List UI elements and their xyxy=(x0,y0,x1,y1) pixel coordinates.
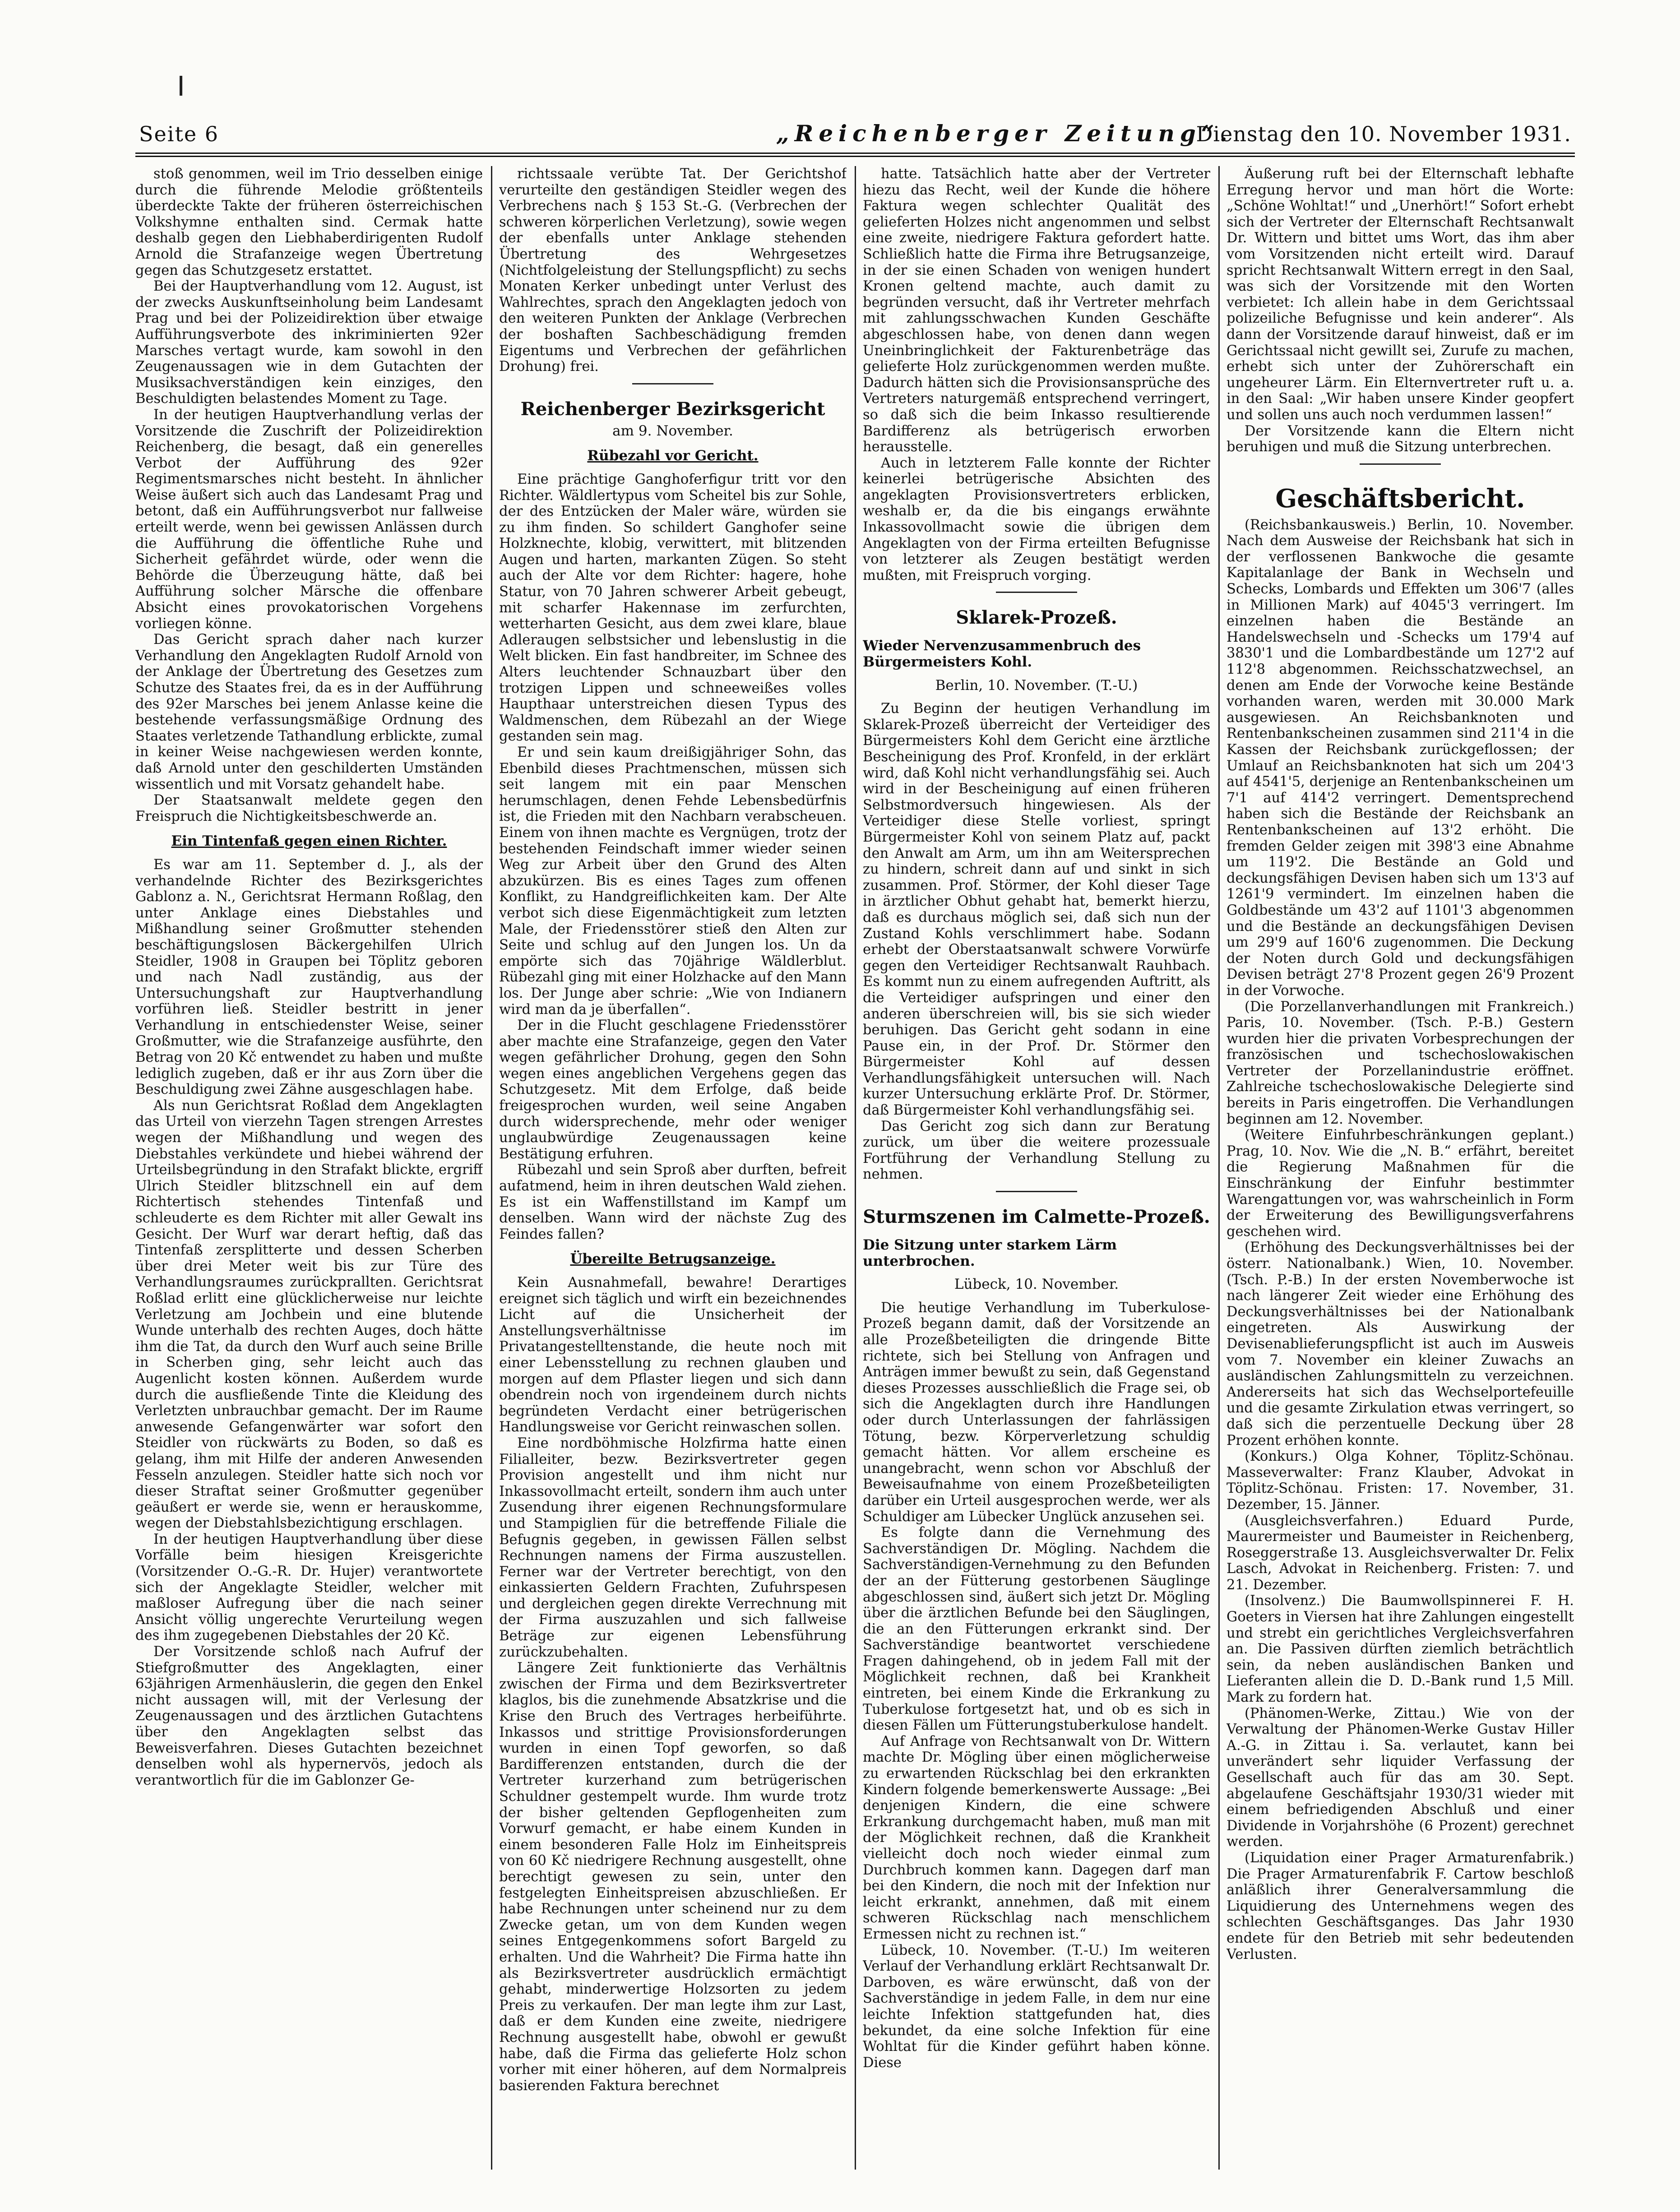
section-heading-calmette: Sturmszenen im Calmette-Prozeß. xyxy=(863,1206,1210,1228)
news-item: (Ausgleichsverfahren.) Eduard Purde, Maurermeister und Baumeister in Reichenberg, Roseggerstraße 13. Ausgleichsverwalter Dr. Felix Lasch, Advokat in Reichenberg. Fristen: 7. und 21. Dezember. xyxy=(1226,1513,1574,1593)
news-item: (Erhöhung des Deckungsverhältnisses bei der österr. Nationalbank.) Wien, 10. November. (Tsch. P.-B.) In der ersten Novemberwoche ist nach längerer Zeit wieder eine Erhöhung des Deckungsverhältnisses bei der Nationalbank eingetreten. Als Auswirkung der Devisenablieferungspflicht ist auch im Ausweis vom 7. November ein kleiner Zuwachs an ausländischen Zahlungsmitteln zu verzeichnen. Andererseits hat sich das Wechselportefeuille und die gesamte Zirkulation etwas verringert, so daß sich die perzentuelle Deckung über 28 Prozent erhöhen konnte. xyxy=(1226,1240,1574,1448)
news-item: (Liquidation einer Prager Armaturenfabrik.) Die Prager Armaturenfabrik F. Cartow beschloß anläßlich ihrer Generalversammlung die Liquidierung des Unternehmens wegen des schlechten Geschäftsganges. Das Jahr 1930 endete für den Betrieb mit sehr bedeutenden Verlusten. xyxy=(1226,1850,1574,1962)
news-item: (Reichsbankausweis.) Berlin, 10. November. Nach dem Ausweise der Reichsbank hat sich in der verflossenen Bankwoche die gesamte Kapitalanlage der Bank in Wechseln und Schecks, Lombards und Effekten um 306'7 (alles in Millionen Mark) auf 4045'3 verringert. Im einzelnen haben die Bestände an Handelswechseln und -Schecks um 179'4 auf 3830'1 und die Lombardbestände um 127'2 auf 112'8 abgenommen. Reichsschatzwechsel, an denen am Ende der Vorwoche keine Bestände vorhanden waren, werden mit 30.000 Mark ausgewiesen. An Reichsbanknoten und Rentenbankscheinen zusammen sind 211'4 in die Kassen der Reichsbank zurückgeflossen; der Umlauf an Reichsbanknoten hat sich um 204'3 auf 4541'5, derjenige an Rentenbankscheinen um 7'1 auf 414'2 verringert. Dementsprechend haben sich die Bestände der Reichsbank an Rentenbankscheinen auf 13'2 erhöht. Die fremden Gelder zeigen mit 398'3 eine Abnahme um 119'2. Die Bestände an Gold und deckungsfähigen Devisen haben sich um 13'3 auf 1261'9 vermindert. Im einzelnen haben die Goldbestände um 43'2 auf 1101'3 abgenommen und die Bestände an deckungsfähigen Devisen um 29'9 auf 160'6 zugenommen. Die Deckung der Noten durch Gold und deckungsfähigen Devisen beträgt 27'8 Prozent gegen 26'9 Prozent in der Vorwoche. xyxy=(1226,517,1574,999)
article-paragraph: Der in die Flucht geschlagene Friedensstörer aber machte eine Strafanzeige, gegen den Vater wegen gefährlicher Drohung, gegen den Sohn wegen eines angeblichen Vergehens gegen das Schutzgesetz. Mit dem Erfolge, daß beide freigesprochen wurden, weil seine Angaben durch widersprechende, mehr oder weniger unglaubwürdige Zeugenaussagen keine Bestätigung erfuhren. xyxy=(499,1018,847,1162)
article-paragraph: Der Vorsitzende kann die Eltern nicht beruhigen und muß die Sitzung unterbrechen. xyxy=(1226,423,1574,455)
article-paragraph: Eine nordböhmische Holzfirma hatte einen Filialleiter, bezw. Bezirksvertreter gegen Provision angestellt und ihm nicht nur Inkassovollmacht erteilt, sondern ihm auch unter Zusendung ihrer eigenen Rechnungsformulare und Stampiglien für die betreffende Filiale die Befugnis gegeben, in gewissen Fällen selbst Rechnungen namens der Firma auszustellen. Ferner war der Vertreter berechtigt, von den einkassierten Geldern Frachten, Zufuhrspesen und dergleichen gegen direkte Verrechnung mit der Firma auszuzahlen und sich fallweise Beträge zur eigenen Lebensführung zurückzubehalten. xyxy=(499,1435,847,1660)
news-item: (Insolvenz.) Die Baumwollspinnerei F. H. Goeters in Viersen hat ihre Zahlungen eingestellt und strebt ein gerichtliches Vergleichsverfahren an. Die Passiven dürften ziemlich beträchtlich sein, da neben ausländischen Banken und Lieferanten allein die D. D.-Bank rund 1,5 Mill. Mark zu fordern hat. xyxy=(1226,1593,1574,1706)
section-heading-sklarek: Sklarek-Prozeß. xyxy=(956,607,1117,629)
article-paragraph: Die heutige Verhandlung im Tuberkulose-Prozeß begann damit, daß der Vorsitzende an alle Prozeßbeteiligten die dringende Bitte richtete, sich bei Stellung von Anfragen und Anträgen immer bewußt zu sein, daß Gegenstand dieses Prozesses ausschließlich die Frage sei, ob sich die Angeklagten durch ihre Handlungen oder durch Unterlassungen der fahrlässigen Tötung, bezw. Körperverletzung schuldig gemacht hätten. Vor allem erscheine es unangebracht, wenn schon vor Abschluß der Beweisaufnahme von einem Prozeßbeteiligten darüber ein Urteil ausgesprochen werde, wer als Schuldiger am Lübecker Unglück anzusehen sei. xyxy=(863,1300,1210,1525)
issue-date: Dienstag den 10. November 1931. xyxy=(1196,122,1571,146)
binding-mark xyxy=(180,76,182,96)
article-paragraph: Rübezahl und sein Sproß aber durften, befreit aufatmend, heim in ihren deutschen Wald ziehen. Es ist ein Waffenstillstand im Kampf um denselben. Wann wird der nächste Zug des Feindes fallen? xyxy=(499,1162,847,1242)
article-paragraph: Zu Beginn der heutigen Verhandlung im Sklarek-Prozeß überreicht der Verteidiger des Bürgermeisters Kohl dem Gericht eine ärztliche Bescheinigung des Prof. Kronfeld, in der erklärt wird, daß Kohl nicht verhandlungsfähig sei. Auch wird in der Bescheinigung auf einen früheren Selbstmordversuch hingewiesen. Als der Verteidiger diese Stelle vorliest, springt Bürgermeister Kohl von seinem Platz auf, packt den Anwalt am Arm, um ihn am Weitersprechen zu hindern, schreit dann auf und sinkt in sich zusammen. Prof. Störmer, der Kohl dieser Tage in ärztlicher Obhut gehabt hat, bemerkt hierzu, daß es durchaus möglich sei, daß sich nun der Zustand Kohls verschlimmert habe. Sodann erhebt der Oberstaatsanwalt schwere Vorwürfe gegen den Verteidiger Rechtsanwalt Rauhbach. Es kommt nun zu einem aufregenden Auftritt, als die Verteidiger aufspringen und einer den anderen überschreien will, bis sie sich wieder beruhigen. Das Gericht geht sodann in eine Pause ein, in der Prof. Dr. Störmer den Bürgermeister Kohl auf dessen Verhandlungsfähigkeit untersuchen will. Nach kurzer Untersuchung erklärte Prof. Dr. Störmer, daß Bürgermeister Kohl verhandlungsfähig sei. xyxy=(863,701,1210,1119)
article-paragraph: Auf Anfrage von Rechtsanwalt von Dr. Wittern machte Dr. Mögling über einen möglicherweise zu erwartenden Rückschlag bei den erkrankten Kindern folgende bemerkenswerte Aussage: „Bei denjenigen Kindern, die eine schwere Erkrankung durchgemacht haben, muß man mit der Möglichkeit rechnen, daß die Krankheit vielleicht doch noch wieder einmal zum Durchbruch kommen kann. Dagegen darf man bei den Kindern, die noch mit der Infektion nur leicht erkrankt, annehmen, daß mit einem schweren Rückschlag nach menschlichem Ermessen nicht zu rechnen ist.“ xyxy=(863,1733,1210,1942)
dateline: Lübeck, 10. November. xyxy=(954,1276,1119,1293)
article-paragraph: Das Gericht sprach daher nach kurzer Verhandlung den Angeklagten Rudolf Arnold von der Anklage der Übertretung des Gesetzes zum Schutze des Staates frei, da es in der Aufführung des 92er Marsches bei jenem Anlasse keine die bestehende verfassungsmäßige Ordnung des Staates verletzende Tathandlung erblickte, zumal in keiner Weise nachgewiesen werden konnte, daß Arnold unter den geschilderten Umständen wissentlich und mit Vorsatz gehandelt habe. xyxy=(135,632,483,792)
newspaper-title: „Reichenberger Zeitung“. xyxy=(776,120,1233,147)
article-paragraph: Längere Zeit funktionierte das Verhältnis zwischen der Firma und dem Bezirksvertreter klaglos, bis die zunehmende Absatzkrise und die Krise den Bruch des Vertrages herbeiführte. Inkassos und strittige Provisionsforderungen wurden in einen Topf geworfen, so daß Bardifferenzen entstanden, durch die der Vertreter kurzerhand zum betrügerischen Schuldner gestempelt wurde. Ihm wurde trotz der bisher geltenden Gepflogenheiten zum Vorwurf gemacht, er habe einem Kunden in einem besonderen Falle Holz im Einheitspreis von 60 Kč niedrigere Rechnung ausgestellt, ohne berechtigt gewesen zu sein, unter den festgelegten Einheitspreisen abzuschließen. Er habe Rechnungen unter scheinend nur zu dem Zwecke getan, um von dem Kunden wegen seines Entgegenkommens sofort Bargeld zu erhalten. Und die Wahrheit? Die Firma hatte ihn als Bezirksvertreter ausdrücklich ermächtigt gehabt, minderwertige Holzsorten zu jedem Preis zu verkaufen. Der man legte ihm zur Last, daß er dem Kunden eine zweite, niedrigere Rechnung ausgestellt habe, obwohl er gewußt habe, daß die Firma das gelieferte Holz schon vorher mit einer höheren, auf dem Normalpreis basierenden Faktura berechnet xyxy=(499,1660,847,2094)
dateline: am 9. November. xyxy=(612,422,733,439)
article-paragraph: Der Staatsanwalt meldete gegen den Freispruch die Nichtigkeitsbeschwerde an. xyxy=(135,792,483,824)
news-item: (Phänomen-Werke, Zittau.) Wie von der Verwaltung der Phänomen-Werke Gustav Hiller A.-G. in Zittau i. Sa. verlautet, kann bei unverändert sehr liquider Verfassung der Gesellschaft auch für das am 30. Sept. abgelaufene Geschäftsjahr 1930/31 wieder mit einem befriedigenden Abschluß und einer Dividende in Vorjahrshöhe (6 Prozent) gerechnet werden. xyxy=(1226,1705,1574,1850)
news-item: (Die Porzellanverhandlungen mit Frankreich.) Paris, 10. November. (Tsch. P.-B.) Gestern wurden hier die privaten Vorbesprechungen der französischen und tschechoslowakischen Vertreter der Porzellanindustrie eröffnet. Zahlreiche tschechoslowakische Delegierte sind bereits in Paris eingetroffen. Die Verhandlungen beginnen am 12. November. xyxy=(1226,999,1574,1127)
article-paragraph: Als nun Gerichtsrat Roßlad dem Angeklagten das Urteil von vierzehn Tagen strengen Arrestes wegen der Mißhandlung und wegen des Diebstahles verkündete und hiebei während der Urteilsbegründung in den Strafakt blickte, ergriff Ulrich Steidler blitzschnell ein auf dem Richtertisch stehendes Tintenfaß und schleuderte es dem Richter mit aller Gewalt ins Gesicht. Der Wurf war derart heftig, daß das Tintenfaß zersplitterte und dessen Scherben über drei Meter weit bis zur Türe des Verhandlungsraumes zurückprallten. Gerichtsrat Roßlad erlitt eine glücklicherweise nur leichte Verletzung am Jochbein und eine blutende Wunde unterhalb des rechten Auges, doch hätte ihm die Tat, da durch den Wurf auch seine Brille in Scherben ging, sehr leicht auch das Augenlicht kosten können. Außerdem wurde durch die ausfließende Tinte die Kleidung des Verletzten unbrauchbar gemacht. Der im Raume anwesende Gefangenwärter war sofort den Steidler von rückwärts zu Boden, so daß es gelang, ihm mit Hilfe der anderen Anwesenden Fesseln anzulegen. Steidler hatte sich noch vor dieser Straftat seiner Großmutter gegenüber geäußert er werde sie, wenn er herauskomme, wegen der Diebstahlsbezichtigung erschlagen. xyxy=(135,1097,483,1532)
column-rule xyxy=(1218,166,1220,2170)
article-paragraph: Auch in letzterem Falle konnte der Richter keinerlei betrügerische Absichten des angeklagten Provisionsvertreters erblicken, weshalb er, da die bis eingangs erwähnte Inkassovollmacht sowie die übrigen dem Angeklagten von der Firma erteilten Befugnisse von letzterer als Zeugen bestätigt werden mußten, mit Freispruch vorging. xyxy=(863,455,1210,583)
article-subheading: Wieder Nervenzusammenbruch des Bürgermeisters Kohl. xyxy=(863,638,1141,671)
article-paragraph: In der heutigen Hauptverhandlung verlas der Vorsitzende die Zuschrift der Polizeidirektion Reichenberg, die besagt, daß ein generelles Verbot der Aufführung des 92er Regimentsmarsches nicht besteht. In ähnlicher Weise äußert sich auch das Landesamt Prag und betont, daß ein Aufführungsverbot nur fallweise erteilt werde, wenn bei gewissen Anlässen durch die Aufführung die öffentliche Ruhe und Sicherheit gefährdet würde, oder wenn die Behörde die Überzeugung hätte, daß bei Aufführung solcher Märsche die offenbare Absicht eines provokatorischen Vorgehens vorliegen könne. xyxy=(135,407,483,632)
article-heading-ruebezahl: Rübezahl vor Gericht. xyxy=(587,448,759,464)
article-paragraph: Der Vorsitzende schloß nach Aufruf der Stiefgroßmutter des Angeklagten, einer 63jährigen Armenhäuslerin, die gegen den Enkel nicht aussagen will, mit der Verlesung der Zeugenaussagen und des ärztlichen Gutachtens über den Angeklagten selbst das Beweisverfahren. Dieses Gutachten bezeichnet denselben wohl als hypernervös, jedoch als verantwortlich für die im Gablonzer Ge- xyxy=(135,1644,483,1788)
masthead xyxy=(135,118,1575,157)
section-heading-bezirksgericht: Reichenberger Bezirksgericht xyxy=(520,398,825,420)
column-1 xyxy=(135,166,483,2170)
news-item: (Weitere Einfuhrbeschränkungen geplant.) Prag, 10. Nov. Wie die „N. B.“ erfährt, bereitet die Regierung Maßnahmen für die Einschränkung der Einfuhr bestimmter Warengattungen vor, was wahrscheinlich in Form der Erweiterung des Bewilligungsverfahrens geschehen wird. xyxy=(1226,1127,1574,1240)
article-paragraph: In der heutigen Hauptverhandlung über diese Vorfälle beim hiesigen Kreisgerichte (Vorsitzender O.-G.-R. Dr. Hujer) verantwortete sich der Angeklagte Steidler, welcher mit maßloser Aufregung über die nach seiner Ansicht völlig ungerechte Verurteilung wegen des ihm zugegebenen Diebstahles der 20 Kč. xyxy=(135,1531,483,1644)
column-4 xyxy=(1226,166,1574,2170)
article-heading-betrugsanzeige: Übereilte Betrugsanzeige. xyxy=(570,1251,776,1268)
article-paragraph: Das Gericht zog sich dann zur Beratung zurück, um über die weitere prozessuale Fortführung der Verhandlung Stellung zu nehmen. xyxy=(863,1118,1210,1183)
section-divider xyxy=(996,592,1077,593)
page-number: Seite 6 xyxy=(139,122,219,146)
section-heading-geschaeftsbericht: Geschäftsbericht. xyxy=(1275,483,1525,514)
column-2 xyxy=(499,166,847,2170)
article-paragraph: Kein Ausnahmefall, bewahre! Derartiges ereignet sich täglich und wirft ein bezeichnendes Licht auf die Unsicherheit der Anstellungsverhältnisse im Privatangestelltenstande, die heute noch mit einer Lebensstellung zu rechnen glauben und morgen auf dem Pflaster liegen und sich dann obendrein noch von irgendeinem durch nichts begründeten Verdacht einer betrügerischen Handlungsweise vor Gericht reinwaschen sollen. xyxy=(499,1275,847,1435)
article-heading-tintenfass: Ein Tintenfaß gegen einen Richter. xyxy=(171,833,447,850)
section-divider xyxy=(632,383,713,384)
news-item: (Konkurs.) Olga Kohner, Töplitz-Schönau. Masseverwalter: Franz Klauber, Advokat in Töplitz-Schönau. Fristen: 17. November, 31. Dezember, 15. Jänner. xyxy=(1226,1448,1574,1513)
article-paragraph: Es folgte dann die Vernehmung des Sachverständigen Dr. Mögling. Nachdem die Sachverständigen-Vernehmung zu den Befunden der an der Fütterung gestorbenen Säuglinge abgeschlossen sind, äußert sich jetzt Dr. Mögling über die ärztlichen Befunde bei den Säuglingen, die an den Fütterungen erkrankt sind. Der Sachverständige beantwortet verschiedene Fragen dahingehend, ob in jedem Fall mit der Möglichkeit rechnen, daß bei Krankheit eintreten, bei einem Kinde die Erkrankung zu Tuberkulose fortgesetzt hat, und ob es sich in diesen Fällen um Fütterungstuberkulose handelt. xyxy=(863,1525,1210,1734)
column-rule xyxy=(491,166,492,2170)
article-paragraph: hatte. Tatsächlich hatte aber der Vertreter hiezu das Recht, weil der Kunde die höhere Faktura wegen schlechter Qualität des gelieferten Holzes nicht angenommen und selbst eine zweite, niedrigere Faktura gefordert hatte. Schließlich hatte die Firma ihre Betrugsanzeige, in der sie einen Schaden von wenigen hundert Kronen geltend machte, auch damit zu begründen versucht, daß ihr Vertreter mehrfach mit zahlungsschwachen Kunden Geschäfte abgeschlossen habe, von denen dann wegen Uneinbringlichkeit der Fakturenbeträge das gelieferte Holz zurückgenommen werden mußte. Dadurch hätten sich die Provisionsansprüche des Vertreters naturgemäß entsprechend verringert, so daß sich die beim Inkasso resultierende Bardifferenz als betrügerisch erworben herausstelle. xyxy=(863,166,1210,455)
article-subheading: Die Sitzung unter starkem Lärm unterbrochen. xyxy=(863,1237,1117,1269)
article-paragraph: Eine prächtige Ganghoferfigur tritt vor den Richter. Wäldlertypus vom Scheitel bis zur Sohle, der des Entzücken der Maler wäre, würden sie zu ihm finden. So schildert Ganghofer seine Holzknechte, klobig, verwittert, mit blitzenden Augen und harten, markanten Zügen. So steht auch der Alte vor dem Richter: hagere, hohe Statur, von 70 Jahren schwerer Arbeit gebeugt, mit scharfer Hakennase im zerfurchten, wetterharten Gesicht, aus dem zwei klare, blaue Adleraugen selbstsicher und lebenslustig in die Welt blicken. Ein fast handbreiter, im Schnee des Alters leuchtender Schnauzbart über den trotzigen Lippen und schneeweißes volles Haupthaar unterstreichen diesen Typus des Waldmenschen, dem Rübezahl an der Wiege gestanden sein mag. xyxy=(499,471,847,745)
article-columns xyxy=(135,166,1575,2170)
article-paragraph: Äußerung ruft bei der Elternschaft lebhafte Erregung hervor und man hört die Worte: „Schöne Wohltat!“ und „Unerhört!“ Sofort erhebt sich der Vertreter der Elternschaft Rechtsanwalt Dr. Wittern und bittet ums Wort, das ihm aber vom Vorsitzenden nicht erteilt wird. Darauf spricht Rechtsanwalt Wittern erregt in den Saal, was sich der Vorsitzende mit den Worten verbietet: Ich allein habe in dem Gerichtssaal polizeiliche Befugnisse und kein anderer“. Als dann der Vorsitzende darauf hinweist, daß er im Gerichtssaal nicht gewillt sei, Zurufe zu machen, erhebt sich unter der Zuhörerschaft ein ungeheurer Lärm. Ein Elternvertreter ruft u. a. in den Saal: „Wir haben unsere Kinder geopfert und sollen uns auch noch verdummen lassen!“ xyxy=(1226,166,1574,423)
article-paragraph: Lübeck, 10. November. (T.-U.) Im weiteren Verlauf der Verhandlung erklärt Rechtsanwalt Dr. Darboven, es wäre erwünscht, daß von der Sachverständige in jedem Falle, in dem nur eine leichte Infektion stattgefunden hat, dies bekundet, da eine solche Infektion für eine Wohltat für die Kinder geführt haben könne. Diese xyxy=(863,1942,1210,2071)
article-paragraph: Bei der Hauptverhandlung vom 12. August, ist der zwecks Auskunftseinholung beim Landesamt Prag und bei der Polizeidirektion über etwaige Aufführungsverbote des inkriminierten 92er Marsches vertagt wurde, kam sowohl in den Zeugenaussagen wie in dem Gutachten der Musiksachverständigen kein einziges, den Beschuldigten belastendes Moment zu Tage. xyxy=(135,278,483,407)
dateline: Berlin, 10. November. (T.-U.) xyxy=(935,677,1138,694)
article-paragraph: Er und sein kaum dreißigjähriger Sohn, das Ebenbild dieses Prachtmenschen, müssen sich seit langem mit ein paar Menschen herumschlagen, denen Fehde Lebensbedürfnis ist, die Frieden mit den Nachbarn verabscheuen. Einem von ihnen machte es Vergnügen, trotz der bestehenden Feindschaft immer wieder seinen Weg zur Arbeit über den Grund des Alten abzukürzen. Bis es eines Tages zum offenen Konflikt, zu Handgreiflichkeiten kam. Der Alte verbot sich diese Eigenmächtigkeit zum letzten Male, der Friedensstörer stieß den Alten zur Seite und schlug auf den Jungen los. Un da empörte sich das 70jährige Wäldlerblut. Rübezahl ging mit einer Holzhacke auf den Mann los. Der Junge aber schrie: „Wie von Indianern wird man da je überfallen“. xyxy=(499,745,847,1018)
article-paragraph: richtssaale verübte Tat. Der Gerichtshof verurteilte den geständigen Steidler wegen des Verbrechens nach § 153 St.-G. (Verbrechen der schweren körperlichen Verletzung), sowie wegen der ebenfalls unter Anklage stehenden Übertretung des Wehrgesetzes (Nichtfolgeleistung der Stellungspflicht) zu sechs Monaten Kerker unbedingt unter Verlust des Wahlrechtes, sprach den Angeklagten jedoch von den weiteren Punkten der Anklage (Verbrechen der boshaften Sachbeschädigung fremden Eigentums und Verbrechen der gefährlichen Drohung) frei. xyxy=(499,166,847,375)
column-3 xyxy=(863,166,1210,2170)
section-divider xyxy=(1360,463,1441,465)
article-paragraph: Es war am 11. September d. J., als der verhandelnde Richter des Bezirksgerichtes Gablonz a. N., Gerichtsrat Hermann Roßlag, den unter Anklage eines Diebstahles und Mißhandlung seiner Großmutter stehenden beschäftigungslosen Bäckergehilfen Ulrich Steidler, 1908 in Graupen bei Töplitz geboren und nach Nadl zuständig, aus der Untersuchungshaft zur Hauptverhandlung vorführen ließ. Steidler bestritt in jener Verhandlung in entschiedenster Weise, seiner Großmutter, wie die Strafanzeige ausführte, den Betrag von 20 Kč entwendet zu haben und mußte lediglich zugeben, daß er ihr aus Zorn über die Beschuldigung zwei Zähne ausgeschlagen habe. xyxy=(135,856,483,1098)
section-divider xyxy=(996,1191,1077,1192)
column-rule xyxy=(855,166,856,2170)
article-paragraph: stoß genommen, weil im Trio desselben einige durch die führende Melodie größtenteils überdeckte Takte der früheren österreichischen Volkshymne enthalten sind. Cermak hatte deshalb gegen den Liebhaberdirigenten Rudolf Arnold die Strafanzeige wegen Übertretung gegen das Schutzgesetz erstattet. xyxy=(135,166,483,278)
